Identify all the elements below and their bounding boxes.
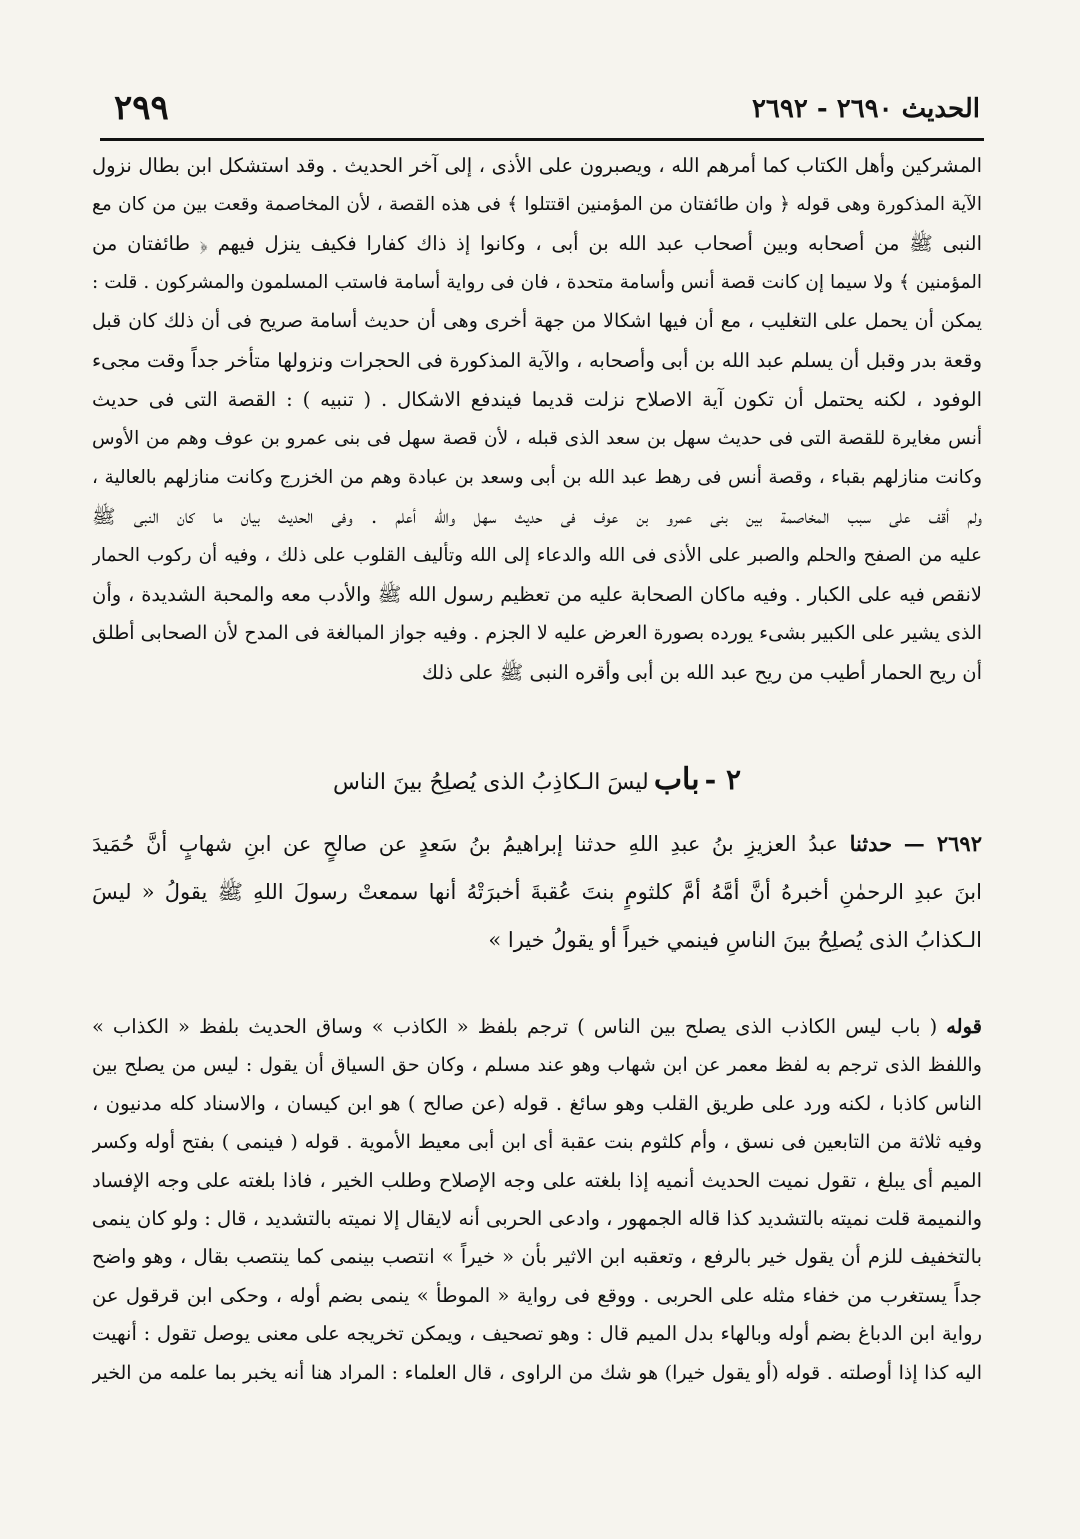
header-rule <box>100 138 984 141</box>
hadith-number: ٢٦٩٢ — <box>903 831 982 856</box>
chapter-number: ٢ - <box>704 763 742 796</box>
text-line: المشركين وأهل الكتاب كما أمرهم الله ، ويصبرون على الأذى ، إلى آخر الحديث . وقد استشكل ابن بطال نزول <box>92 154 982 177</box>
text-line <box>92 1277 982 1315</box>
text-span: ( باب ليس الكاذب الذى يصلح بين الناس ) ترجم بلفظ « الكاذب » وساق الحديث بلفظ « الكذاب » <box>92 1015 947 1038</box>
haddathana-word: حدثنا <box>849 831 893 856</box>
text-span: اليه كذا إذا أوصلته . قوله (أو يقول خيرا) هو شك من الراوى ، قال العلماء : المراد هنا أنه يخبر بما علمه من الخير <box>92 1361 982 1384</box>
text-span: الناس كاذبا ، لكنه ورد على طريق القلب وهو سائغ . قوله (عن صالح ) هو ابن كيسان ، والاسناد كله مدنيون ، <box>92 1091 982 1115</box>
text-span: بالتخفيف للزم أن يقول خير بالرفع ، وتعقبه ابن الاثير بأن « خيراً » انتصب بينمى كما ينتصب بقال ، وهو واضح <box>92 1245 982 1269</box>
text-line <box>92 1008 982 1046</box>
commentary <box>92 1008 982 1392</box>
hadith-line <box>92 820 982 868</box>
text-line: أنس مغايرة للقصة التى فى حديث سهل بن سعد الذى قبله ، لأن قصة سهل فى بنى عمرو بن عوف وهم من الأوس <box>92 428 982 449</box>
text-line <box>92 1238 982 1276</box>
running-header <box>108 88 980 136</box>
text-span: رواية ابن الدباغ بضم أوله وبالهاء بدل الميم قال : وهو تصحيف ، ويمكن تخريجه على معنى يوصل تقول : أنهيت <box>92 1322 982 1346</box>
text-line: الوفود ، لكنه يحتمل أن تكون آية الاصلاح نزلت قديما فيندفع الاشكال . ( تنبيه ) : القصة التى فى حديث <box>92 388 982 411</box>
text-line <box>92 1085 982 1123</box>
text-span: والنميمة قلت نميته بالتشديد كذا قاله الجمهور ، وادعى الحربى أنه لايقال إلا نميته بالتشديد ، قال : ولو كان ينمى <box>92 1206 982 1230</box>
text-span: جداً يستغرب من خفاء مثله على الحربى . ووقع فى رواية « الموطأ » ينمى بضم أوله ، وحكى ابن قرقول عن <box>92 1283 982 1307</box>
text-line: وكانت منازلهم بقباء ، وقصة أنس فى رهط عبد الله بن أبى وسعد بن عبادة وهم من الخزرج وكانت منازلهم بالعالية ، <box>92 467 982 488</box>
text-line <box>92 1046 982 1084</box>
text-line: أن ريح الحمار أطيب من ريح عبد الله بن أبى وأقره النبى ﷺ على ذلك <box>421 661 982 684</box>
text-line: لانقص فيه على الكبار . وفيه ماكان الصحابة عليه من تعظيم رسول الله ﷺ والأدب معه والمحبة الشديدة ، وأن <box>92 583 982 606</box>
commentary-continued <box>92 146 982 692</box>
text-line: النبى ﷺ من أصحابه وبين أصحاب عبد الله بن أبى ، وكانوا إذ ذاك كفارا فكيف ينزل فيهم ﴿ طائفتان من <box>92 232 982 255</box>
hadith-line: ابنَ عبدِ الرحمٰنِ أخبرهُ أنَّ أمَّهُ أمَّ كلثومٍ بنتَ عُقبةَ أخبرَتْهُ أنها سمعتْ رسولَ اللهِ ﷺ يقولُ « ليسَ <box>92 880 982 904</box>
text-line: الذى يشير على الكبير بشىء يورده بصورة العرض عليه لا الجزم . وفيه جواز المبالغة فى المدح لأن الصحابى أطلق <box>92 622 982 644</box>
header-title: الحديث ٢٦٩٠ - ٢٦٩٢ <box>751 94 980 124</box>
qawl-word: قوله <box>946 1015 982 1038</box>
chapter-title: ليسَ الـكاذِبُ الذى يُصلِحُ بينَ الناس <box>332 770 649 795</box>
text-line <box>92 1162 982 1200</box>
text-span: واللفظ الذى ترجم به لفظ معمر عن ابن شهاب وهو عند مسلم ، وكان حق السياق أن يقول : ليس من يصلح بين <box>92 1054 982 1077</box>
hadith-line: الـكذابُ الذى يُصلِحُ بينَ الناسِ فينمي خيراً أو يقولُ خيرا » <box>488 928 982 952</box>
hadith-text <box>92 820 982 964</box>
hadith-line-text: عبدُ العزيزِ بنُ عبدِ اللهِ حدثنا إبراهيمُ بنُ سَعدٍ عن صالحٍ عن ابنِ شهابٍ أنَّ حُمَيدَ <box>92 832 839 856</box>
chapter-heading <box>92 760 982 800</box>
chapter-word: باب <box>653 762 700 797</box>
text-line: ولم أقف على سبب المخاصمة بين بنى عمرو بن عوف فى حديث سهل والله أعلم . وفى الحديث بيان ما كان النبى ﷺ <box>92 505 982 528</box>
text-line: يمكن أن يحمل على التغليب ، مع أن فيها اشكالا من جهة أخرى وهى أن حديث أسامة صريح فى أن ذلك كان قبل <box>92 310 982 332</box>
text-line <box>92 1123 982 1161</box>
text-line <box>92 1315 982 1353</box>
text-line: الآية المذكورة وهى قوله ﴿ وان طائفتان من المؤمنين اقتتلوا ﴾ فى هذه القصة ، لأن المخاصمة وقعت بين من كان مع <box>92 194 982 215</box>
text-line: المؤمنين ﴾ ولا سيما إن كانت قصة أنس وأسامة متحدة ، فان فى رواية أسامة فاستب المسلمون والمشركون . قلت : <box>92 272 982 293</box>
text-line <box>92 1200 982 1238</box>
text-line: وقعة بدر وقبل أن يسلم عبد الله بن أبى وأصحابه ، والآية المذكورة فى الحجرات ونزولها متأخر جداً وقت مجىء <box>92 349 982 372</box>
text-span: وفيه ثلاثة من التابعين فى نسق ، وأم كلثوم بنت عقبة أى ابن أبى معيط الأموية . قوله ( فينمى ) بفتح أوله وكسر <box>92 1131 982 1154</box>
page-number: ٢٩٩ <box>114 88 169 128</box>
text-span: الميم أى يبلغ ، تقول نميت الحديث أنميه إذا بلغته على وجه الإصلاح وطلب الخير ، فاذا بلغته على وجه الإفساد <box>92 1168 982 1192</box>
text-line <box>92 1354 982 1392</box>
text-line: عليه من الصفح والحلم والصبر على الأذى فى الله والدعاء إلى الله وتأليف القلوب على ذلك ، وفيه أن ركوب الحمار <box>92 545 982 566</box>
